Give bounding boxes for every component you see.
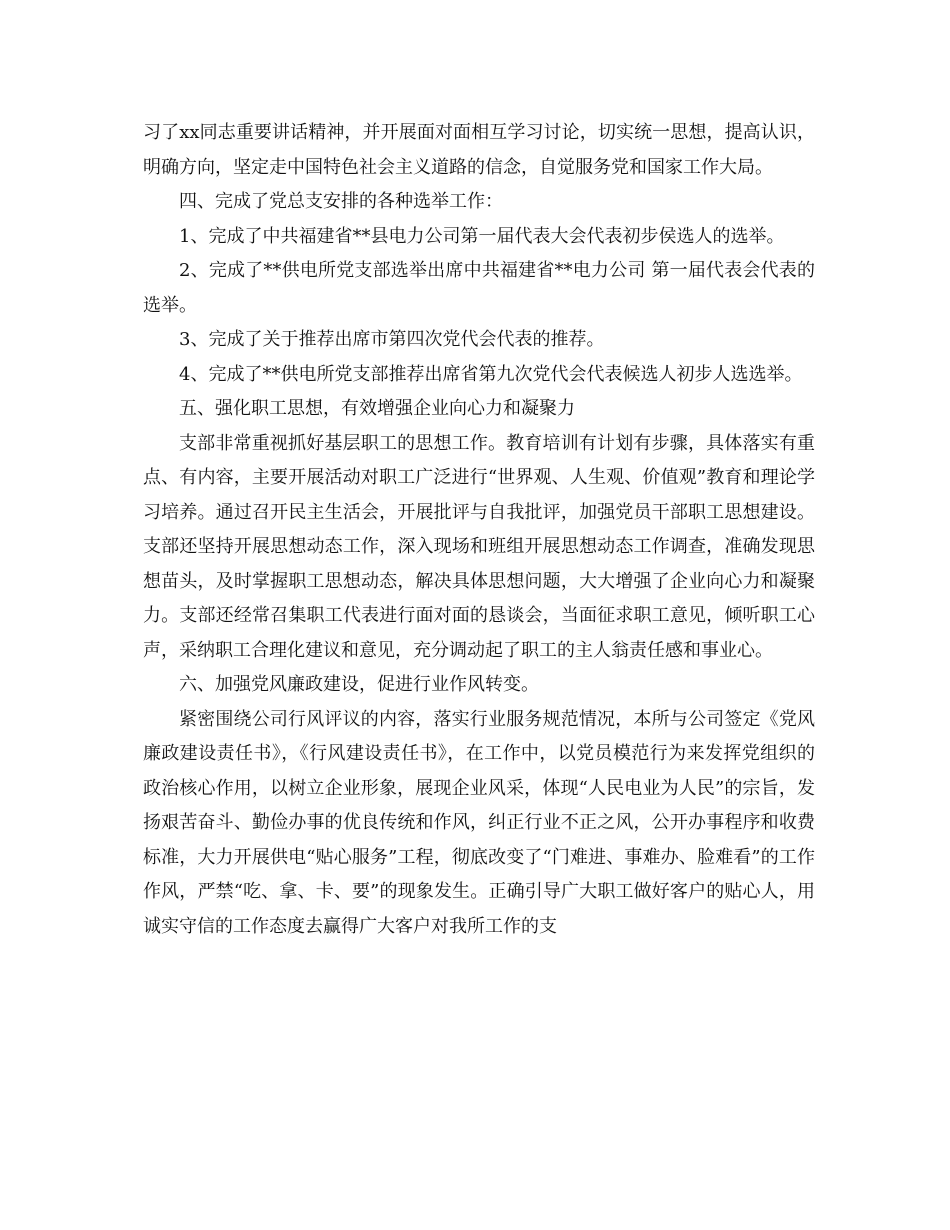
section-heading-integrity: 六、加强党风廉政建设，促进行业作风转变。 [179,674,539,695]
paragraph-continuation: 习了xx同志重要讲话精神，并开展面对面相互学习讨论，切实统一思想，提高认识，明确方向，坚定走中国特色社会主义道路的信念，自觉服务党和国家工作大局。 [143,122,815,178]
paragraph-staff-thought: 支部非常重视抓好基层职工的思想工作。教育培训有计划有步骤，具体落实有重点、有内容，主要开展活动对职工广泛进行“世界观、人生观、价值观”教育和理论学习培养。通过召开民主生活会，开展批评与自我批评，加强党员干部职工思想建设。支部还坚持开展思想动态工作，深入现场和班组开展思想动态工作调查，准确发现思想苗头，及时掌握职工思想动态，解决具体思想问题，大大增强了企业向心力和凝聚力。支部还经常召集职工代表进行面对面的恳谈会，当面征求职工意见，倾听职工心声，采纳职工合理化建议和意见，充分调动起了职工的主人翁责任感和事业心。 [143,432,815,661]
list-item-election-2: 2、完成了**供电所党支部选举出席中共福建省**电力公司 第一届代表会代表的选举。 [143,260,815,316]
paragraph-integrity: 紧密围绕公司行风评议的内容，落实行业服务规范情况，本所与公司签定《党风廉政建设责任书》，《行风建设责任书》，在工作中，以党员模范行为来发挥党组织的政治核心作用，以树立企业形象，展现企业风采，体现“人民电业为人民”的宗旨，发扬艰苦奋斗、勤俭办事的优良传统和作风，纠正行业不正之风，公开办事程序和收费标准，大力开展供电“贴心服务”工程，彻底改变了“门难进、事难办、脸难看”的工作作风，严禁“吃、拿、卡、要”的现象发生。正确引导广大职工做好客户的贴心人，用诚实守信的工作态度去赢得广大客户对我所工作的支 [143,708,815,937]
list-item-election-1: 1、完成了中共福建省**县电力公司第一届代表大会代表初步侯选人的选举。 [179,225,785,247]
section-heading-staff-thought: 五、强化职工思想，有效增强企业向心力和凝聚力 [179,398,575,419]
list-item-election-3: 3、完成了关于推荐出席市第四次党代会代表的推荐。 [179,329,605,350]
list-item-election-4: 4、完成了**供电所党支部推荐出席省第九次党代会代表候选人初步人选选举。 [179,363,803,385]
section-heading-elections: 四、完成了党总支安排的各种选举工作： [179,191,503,212]
document-body [143,116,815,944]
